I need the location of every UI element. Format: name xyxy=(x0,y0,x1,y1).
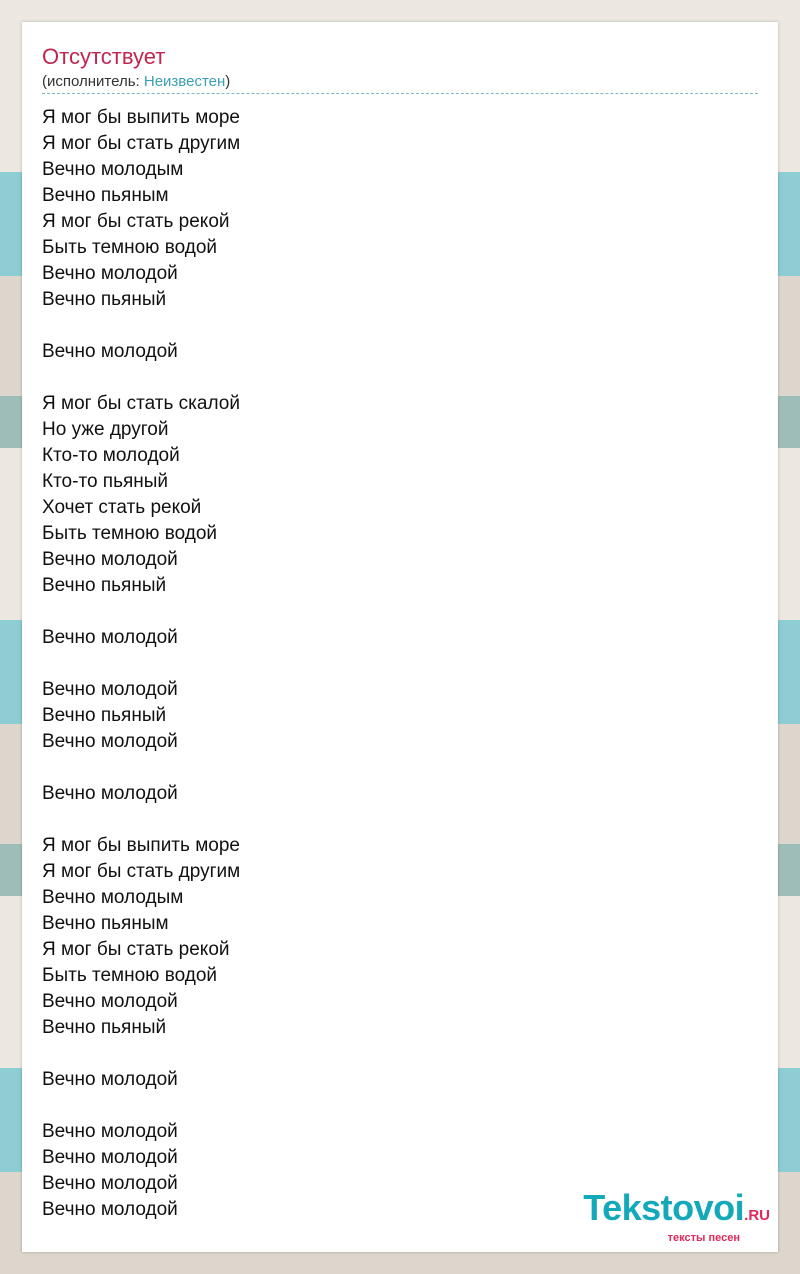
lyric-line: Вечно молодой xyxy=(42,679,178,700)
performer-prefix: (исполнитель: xyxy=(42,73,144,90)
lyrics-card xyxy=(22,22,778,1252)
lyric-line: Но уже другой xyxy=(42,419,169,440)
lyric-line: Быть темною водой xyxy=(42,523,218,544)
lyric-line: Вечно молодой xyxy=(42,341,178,362)
lyric-line: Вечно молодой xyxy=(42,783,178,804)
lyric-line: Я мог бы стать рекой xyxy=(42,939,230,960)
lyric-line: Хочет стать рекой xyxy=(42,497,202,518)
lyric-line: Вечно молодым xyxy=(42,887,184,908)
artist-link[interactable]: Неизвестен xyxy=(143,73,226,90)
lyric-line: Вечно молодой xyxy=(42,1199,178,1220)
logo-tld: .RU xyxy=(744,1207,770,1224)
logo-name: Tekstovoi xyxy=(583,1187,745,1228)
lyric-line: Вечно молодой xyxy=(42,1173,178,1194)
lyric-line: Кто-то пьяный xyxy=(42,471,169,492)
lyric-line xyxy=(42,599,758,625)
lyric-line xyxy=(42,755,758,781)
lyric-line: Вечно молодой xyxy=(42,263,178,284)
lyric-line: Я мог бы стать другим xyxy=(42,133,241,154)
lyric-line xyxy=(42,1041,758,1067)
lyric-line: Я мог бы стать рекой xyxy=(42,211,230,232)
performer-line xyxy=(42,72,230,92)
lyric-line: Быть темною водой xyxy=(42,237,218,258)
lyric-line: Вечно молодой xyxy=(42,1121,178,1142)
lyric-line: Вечно пьяным xyxy=(42,913,169,934)
lyric-line: Вечно молодой xyxy=(42,1069,178,1090)
lyric-line: Быть темною водой xyxy=(42,965,218,986)
logo-tagline: тексты песен xyxy=(667,1232,740,1244)
lyrics-text xyxy=(42,105,758,1223)
dashed-divider xyxy=(42,93,758,94)
lyric-line: Вечно пьяным xyxy=(42,185,169,206)
lyric-line: Вечно молодой xyxy=(42,991,178,1012)
song-title: Отсутствует xyxy=(42,44,166,69)
lyric-line: Вечно молодой xyxy=(42,627,178,648)
lyric-line xyxy=(42,313,758,339)
lyric-line: Вечно пьяный xyxy=(42,575,167,596)
lyric-line: Вечно пьяный xyxy=(42,289,167,310)
lyric-line: Я мог бы выпить море xyxy=(42,835,240,856)
lyric-line: Вечно молодой xyxy=(42,731,178,752)
lyric-line: Вечно пьяный xyxy=(42,1017,167,1038)
lyric-line: Вечно пьяный xyxy=(42,705,167,726)
lyric-line: Вечно молодой xyxy=(42,1147,178,1168)
performer-suffix: ) xyxy=(225,73,231,90)
lyric-line xyxy=(42,1093,758,1119)
lyric-line: Вечно молодым xyxy=(42,159,184,180)
lyric-line xyxy=(42,651,758,677)
lyric-line xyxy=(42,807,758,833)
lyric-line: Я мог бы выпить море xyxy=(42,107,240,128)
lyric-line: Вечно молодой xyxy=(42,549,178,570)
lyric-line: Кто-то молодой xyxy=(42,445,180,466)
site-logo[interactable] xyxy=(583,1187,770,1244)
lyric-line: Я мог бы стать скалой xyxy=(42,393,240,414)
lyric-line: Я мог бы стать другим xyxy=(42,861,241,882)
lyric-line xyxy=(42,365,758,391)
